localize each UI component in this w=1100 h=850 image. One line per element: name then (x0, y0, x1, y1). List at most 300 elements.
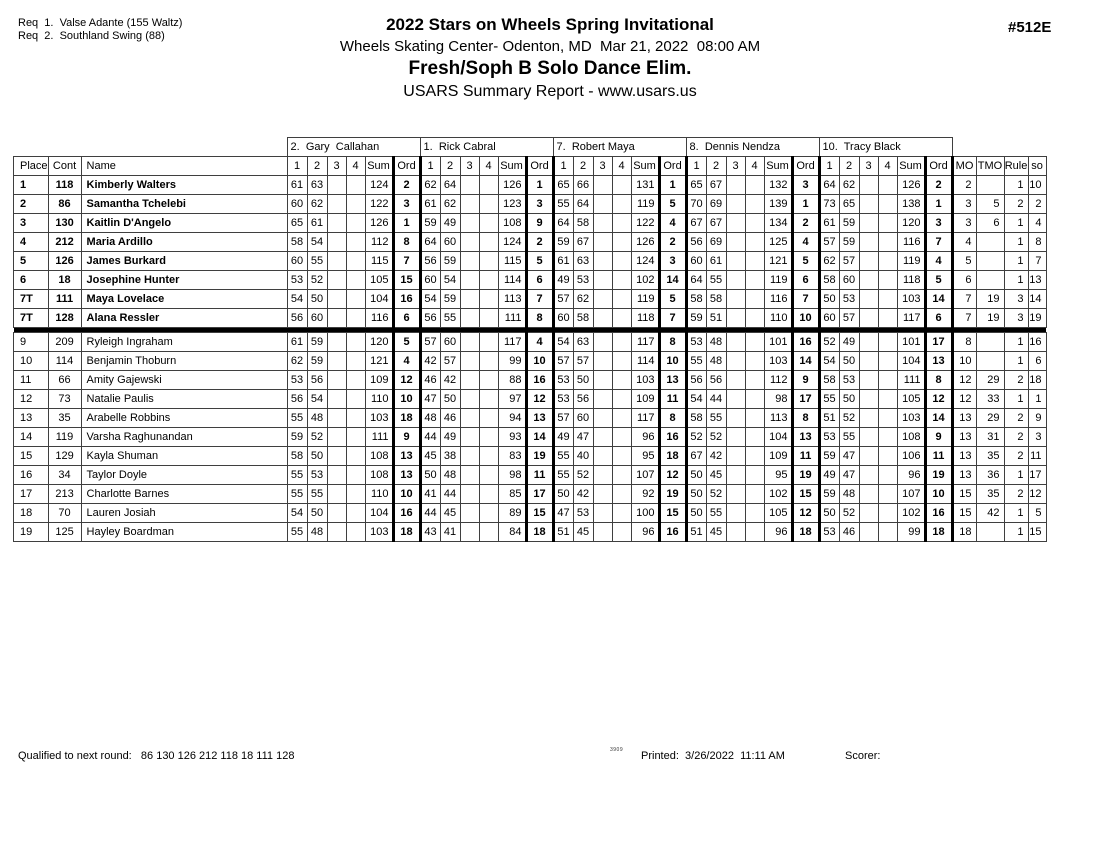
score-cell: 59 (839, 214, 859, 233)
rule-cell: 2 (1004, 371, 1028, 390)
so-cell: 10 (1028, 176, 1046, 195)
score-cell (878, 309, 897, 328)
printed-line: Printed: 3/26/2022 11:11 AM (641, 750, 785, 762)
score-cell: 56 (573, 390, 593, 409)
score-cell (726, 252, 745, 271)
sum-cell: 104 (365, 504, 393, 523)
score-cell (745, 428, 764, 447)
ord-cell: 13 (526, 409, 553, 428)
score-cell (745, 466, 764, 485)
header-spacer-right (952, 138, 1046, 157)
mo-cell: 13 (952, 447, 976, 466)
so-cell: 19 (1028, 309, 1046, 328)
col-header-4: 4 (612, 157, 631, 176)
score-cell (878, 485, 897, 504)
score-cell (346, 390, 365, 409)
place-cell: 10 (14, 352, 49, 371)
score-cell (327, 428, 346, 447)
col-header-3: 3 (327, 157, 346, 176)
score-cell (460, 233, 479, 252)
score-cell: 55 (440, 309, 460, 328)
sum-cell: 85 (498, 485, 526, 504)
score-cell: 62 (440, 195, 460, 214)
col-header-1: 1 (686, 157, 706, 176)
score-cell (859, 371, 878, 390)
name-cell: Maria Ardillo (81, 233, 287, 252)
sum-cell: 112 (365, 233, 393, 252)
judge-name-header: 10. Tracy Black (819, 138, 952, 157)
ord-cell: 7 (659, 309, 686, 328)
sum-cell: 125 (764, 233, 792, 252)
sum-cell: 108 (897, 428, 925, 447)
col-header-1: 1 (819, 157, 839, 176)
sum-cell: 117 (631, 333, 659, 352)
sum-cell: 110 (365, 485, 393, 504)
ord-cell: 3 (393, 195, 420, 214)
score-cell: 47 (839, 447, 859, 466)
ord-cell: 18 (792, 523, 819, 542)
score-cell (745, 195, 764, 214)
score-cell (859, 176, 878, 195)
name-cell: Kimberly Walters (81, 176, 287, 195)
score-cell (612, 447, 631, 466)
score-cell (593, 485, 612, 504)
place-cell: 7T (14, 309, 49, 328)
score-cell (327, 409, 346, 428)
sum-cell: 109 (365, 371, 393, 390)
score-cell: 53 (573, 504, 593, 523)
score-cell (859, 214, 878, 233)
score-cell: 52 (686, 428, 706, 447)
score-cell: 56 (686, 371, 706, 390)
score-cell: 55 (287, 466, 307, 485)
mo-cell: 15 (952, 485, 976, 504)
ord-cell: 11 (526, 466, 553, 485)
score-cell (593, 233, 612, 252)
score-cell (726, 352, 745, 371)
score-cell (612, 466, 631, 485)
sum-cell: 111 (498, 309, 526, 328)
ord-cell: 19 (659, 485, 686, 504)
score-cell (479, 371, 498, 390)
ord-cell: 16 (659, 523, 686, 542)
mo-cell: 13 (952, 466, 976, 485)
score-cell (745, 523, 764, 542)
ord-cell: 7 (526, 290, 553, 309)
sum-cell: 102 (631, 271, 659, 290)
score-cell: 52 (573, 466, 593, 485)
score-cell (612, 290, 631, 309)
sum-cell: 120 (365, 333, 393, 352)
score-cell: 54 (420, 290, 440, 309)
table-row (14, 214, 1047, 233)
score-cell (593, 214, 612, 233)
sum-cell: 126 (498, 176, 526, 195)
score-cell (726, 409, 745, 428)
req-2-line: Req 2. Southland Swing (88) (18, 30, 165, 42)
score-cell (878, 466, 897, 485)
score-cell: 58 (819, 371, 839, 390)
sum-cell: 84 (498, 523, 526, 542)
score-cell (346, 290, 365, 309)
score-cell: 59 (839, 233, 859, 252)
table-row (14, 252, 1047, 271)
score-cell: 60 (287, 195, 307, 214)
score-cell: 59 (686, 309, 706, 328)
score-cell: 55 (839, 428, 859, 447)
ord-cell: 14 (925, 290, 952, 309)
col-header-2: 2 (307, 157, 327, 176)
ord-cell: 7 (925, 233, 952, 252)
score-cell: 60 (819, 309, 839, 328)
so-cell: 1 (1028, 390, 1046, 409)
score-cell (612, 504, 631, 523)
score-cell: 50 (839, 352, 859, 371)
ord-cell: 1 (659, 176, 686, 195)
mo-cell: 3 (952, 214, 976, 233)
ord-cell: 4 (925, 252, 952, 271)
score-cell (346, 447, 365, 466)
score-cell: 49 (440, 428, 460, 447)
score-cell (745, 485, 764, 504)
rule-cell: 1 (1004, 233, 1028, 252)
rule-cell: 1 (1004, 214, 1028, 233)
tmo-cell (976, 176, 1004, 195)
so-cell: 16 (1028, 333, 1046, 352)
score-cell (878, 176, 897, 195)
ord-cell: 4 (792, 233, 819, 252)
score-cell: 47 (553, 504, 573, 523)
score-cell: 48 (307, 409, 327, 428)
score-cell: 53 (287, 371, 307, 390)
sum-cell: 134 (764, 214, 792, 233)
col-header-so: so (1028, 157, 1046, 176)
ord-cell: 19 (526, 447, 553, 466)
ord-cell: 13 (659, 371, 686, 390)
place-cell: 16 (14, 466, 49, 485)
score-cell: 60 (573, 409, 593, 428)
col-header-rule: Rule (1004, 157, 1028, 176)
tmo-cell: 29 (976, 371, 1004, 390)
col-header-2: 2 (440, 157, 460, 176)
tmo-cell: 33 (976, 390, 1004, 409)
score-cell: 55 (287, 485, 307, 504)
score-cell: 53 (573, 271, 593, 290)
judge-name-header: 2. Gary Callahan (287, 138, 420, 157)
mo-cell: 2 (952, 176, 976, 195)
tmo-cell (976, 252, 1004, 271)
event-title: 2022 Stars on Wheels Spring Invitational (386, 15, 714, 34)
sum-cell: 114 (498, 271, 526, 290)
score-cell (346, 233, 365, 252)
score-cell: 61 (287, 176, 307, 195)
score-cell (460, 290, 479, 309)
score-cell (593, 271, 612, 290)
score-cell: 54 (440, 271, 460, 290)
ord-cell: 18 (659, 447, 686, 466)
col-header-sum: Sum (897, 157, 925, 176)
score-cell (460, 252, 479, 271)
tmo-cell: 19 (976, 309, 1004, 328)
mo-cell: 15 (952, 504, 976, 523)
score-cell (593, 371, 612, 390)
cont-cell: 66 (48, 371, 81, 390)
table-row (14, 271, 1047, 290)
col-header-4: 4 (878, 157, 897, 176)
score-cell (479, 233, 498, 252)
score-cell: 53 (553, 371, 573, 390)
score-cell: 58 (686, 290, 706, 309)
so-cell: 18 (1028, 371, 1046, 390)
score-cell: 56 (686, 233, 706, 252)
ord-cell: 8 (792, 409, 819, 428)
score-cell (593, 409, 612, 428)
score-cell: 60 (440, 333, 460, 352)
ord-cell: 10 (792, 309, 819, 328)
name-cell: Varsha Raghunandan (81, 428, 287, 447)
score-cell (859, 271, 878, 290)
mo-cell: 13 (952, 409, 976, 428)
col-header-4: 4 (346, 157, 365, 176)
name-cell: Alana Ressler (81, 309, 287, 328)
score-cell: 55 (287, 409, 307, 428)
rule-cell: 2 (1004, 485, 1028, 504)
tmo-cell (976, 233, 1004, 252)
score-cell (745, 504, 764, 523)
so-cell: 5 (1028, 504, 1046, 523)
ord-cell: 7 (393, 252, 420, 271)
score-cell: 63 (573, 333, 593, 352)
table-row (14, 195, 1047, 214)
score-cell (878, 523, 897, 542)
score-cell: 44 (440, 485, 460, 504)
sum-cell: 116 (764, 290, 792, 309)
score-cell: 57 (573, 352, 593, 371)
score-cell (745, 176, 764, 195)
tmo-cell: 35 (976, 447, 1004, 466)
name-cell: Josephine Hunter (81, 271, 287, 290)
place-cell: 18 (14, 504, 49, 523)
ord-cell: 9 (526, 214, 553, 233)
cont-cell: 213 (48, 485, 81, 504)
score-cell (346, 195, 365, 214)
so-cell: 14 (1028, 290, 1046, 309)
tmo-cell (976, 352, 1004, 371)
ord-cell: 4 (393, 352, 420, 371)
place-cell: 3 (14, 214, 49, 233)
tmo-cell: 36 (976, 466, 1004, 485)
score-cell: 51 (553, 523, 573, 542)
score-cell (859, 428, 878, 447)
score-cell (593, 523, 612, 542)
ord-cell: 2 (526, 233, 553, 252)
score-cell: 66 (573, 176, 593, 195)
score-cell: 56 (706, 371, 726, 390)
score-cell: 67 (686, 214, 706, 233)
score-cell (612, 214, 631, 233)
ord-cell: 3 (925, 214, 952, 233)
score-cell: 61 (287, 333, 307, 352)
score-cell: 50 (686, 466, 706, 485)
so-cell: 11 (1028, 447, 1046, 466)
sum-cell: 105 (764, 504, 792, 523)
event-code: #512E (1008, 19, 1052, 36)
col-header-ord: Ord (925, 157, 952, 176)
score-cell: 64 (440, 176, 460, 195)
score-cell: 64 (573, 195, 593, 214)
score-cell: 65 (287, 214, 307, 233)
title-block (0, 14, 1100, 103)
score-cell: 59 (440, 252, 460, 271)
ord-cell: 14 (925, 409, 952, 428)
score-cell (479, 352, 498, 371)
score-cell: 57 (440, 352, 460, 371)
mo-cell: 12 (952, 390, 976, 409)
score-cell: 60 (307, 309, 327, 328)
score-cell (460, 214, 479, 233)
sum-cell: 118 (631, 309, 659, 328)
score-cell: 53 (553, 390, 573, 409)
ord-cell: 15 (526, 504, 553, 523)
score-cell: 50 (573, 371, 593, 390)
score-cell (460, 176, 479, 195)
sum-cell: 89 (498, 504, 526, 523)
sum-cell: 119 (631, 290, 659, 309)
score-cell (346, 485, 365, 504)
ord-cell: 13 (925, 352, 952, 371)
rule-cell: 1 (1004, 333, 1028, 352)
score-cell (612, 409, 631, 428)
sum-cell: 104 (365, 290, 393, 309)
ord-cell: 4 (659, 214, 686, 233)
col-header-ord: Ord (792, 157, 819, 176)
sum-cell: 113 (498, 290, 526, 309)
score-cell (460, 409, 479, 428)
score-cell (745, 252, 764, 271)
score-cell (327, 333, 346, 352)
place-cell: 7T (14, 290, 49, 309)
mo-cell: 4 (952, 233, 976, 252)
header-spacer-left (14, 138, 288, 157)
sum-cell: 118 (897, 271, 925, 290)
col-header-2: 2 (706, 157, 726, 176)
score-cell (479, 176, 498, 195)
mo-cell: 12 (952, 371, 976, 390)
score-cell: 54 (819, 352, 839, 371)
ord-cell: 10 (526, 352, 553, 371)
tmo-cell: 19 (976, 290, 1004, 309)
score-cell (327, 447, 346, 466)
table-row (14, 523, 1047, 542)
col-header-sum: Sum (631, 157, 659, 176)
score-cell: 59 (287, 428, 307, 447)
qualified-line: Qualified to next round: 86 130 126 212 118 18 111 128 (18, 750, 295, 762)
sum-cell: 111 (897, 371, 925, 390)
score-cell: 55 (287, 523, 307, 542)
score-cell (612, 309, 631, 328)
score-cell (346, 523, 365, 542)
ord-cell: 9 (925, 428, 952, 447)
rule-cell: 3 (1004, 290, 1028, 309)
name-cell: Benjamin Thoburn (81, 352, 287, 371)
rule-cell: 3 (1004, 309, 1028, 328)
sum-cell: 116 (897, 233, 925, 252)
score-cell (593, 333, 612, 352)
venue-date-line: Wheels Skating Center- Odenton, MD Mar 21, 2022 08:00 AM (339, 38, 761, 55)
score-cell (479, 390, 498, 409)
place-cell: 13 (14, 409, 49, 428)
col-header-tmo: TMO (976, 157, 1004, 176)
cont-cell: 111 (48, 290, 81, 309)
sum-cell: 101 (897, 333, 925, 352)
table-row (14, 333, 1047, 352)
sum-cell: 120 (897, 214, 925, 233)
score-cell: 59 (819, 485, 839, 504)
score-cell: 67 (706, 214, 726, 233)
score-cell: 51 (706, 309, 726, 328)
place-cell: 4 (14, 233, 49, 252)
score-cell (859, 466, 878, 485)
mo-cell: 3 (952, 195, 976, 214)
score-cell: 46 (839, 523, 859, 542)
score-cell: 64 (420, 233, 440, 252)
score-cell (346, 333, 365, 352)
score-cell: 54 (553, 333, 573, 352)
score-cell: 53 (819, 428, 839, 447)
sum-cell: 83 (498, 447, 526, 466)
cont-cell: 128 (48, 309, 81, 328)
rule-cell: 1 (1004, 271, 1028, 290)
score-cell (346, 352, 365, 371)
score-cell: 42 (573, 485, 593, 504)
cont-cell: 18 (48, 271, 81, 290)
score-cell: 62 (287, 352, 307, 371)
score-cell: 42 (440, 371, 460, 390)
score-cell: 43 (420, 523, 440, 542)
name-cell: Amity Gajewski (81, 371, 287, 390)
sum-cell: 124 (498, 233, 526, 252)
score-cell (612, 371, 631, 390)
col-header-4: 4 (745, 157, 764, 176)
ord-cell: 15 (792, 485, 819, 504)
score-cell (745, 271, 764, 290)
col-header-3: 3 (726, 157, 745, 176)
table-row (14, 428, 1047, 447)
score-cell (859, 447, 878, 466)
score-cell: 50 (819, 504, 839, 523)
sum-cell: 119 (897, 252, 925, 271)
score-cell: 57 (420, 333, 440, 352)
place-cell: 11 (14, 371, 49, 390)
score-cell (460, 352, 479, 371)
score-cell (346, 252, 365, 271)
score-cell: 57 (839, 309, 859, 328)
score-cell: 48 (307, 523, 327, 542)
sum-cell: 88 (498, 371, 526, 390)
place-cell: 2 (14, 195, 49, 214)
mo-cell: 13 (952, 428, 976, 447)
score-cell (346, 466, 365, 485)
name-cell: Maya Lovelace (81, 290, 287, 309)
score-cell (745, 390, 764, 409)
score-cell (878, 504, 897, 523)
score-cell: 41 (440, 523, 460, 542)
score-cell: 52 (706, 428, 726, 447)
score-cell (745, 447, 764, 466)
score-cell (726, 176, 745, 195)
score-cell (612, 352, 631, 371)
score-cell: 61 (553, 252, 573, 271)
